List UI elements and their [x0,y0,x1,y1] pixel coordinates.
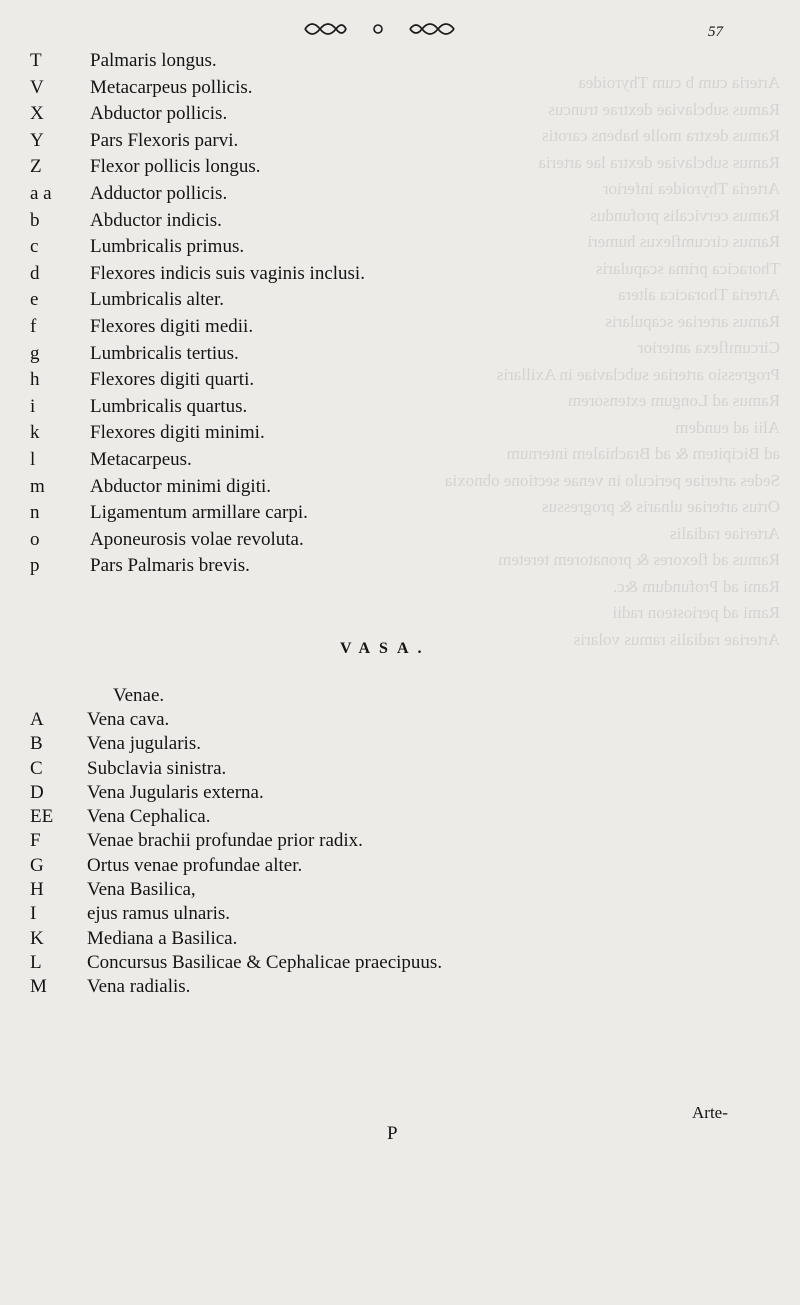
legend-key: g [30,342,40,364]
legend-label: Palmaris longus. [90,50,217,71]
vein-legend [30,708,630,1000]
legend-label: Adductor pollicis. [90,182,228,204]
legend-key: i [30,395,36,417]
legend-entry [30,314,590,341]
legend-entry [30,394,590,421]
legend-entry [30,101,590,128]
legend-entry [30,975,630,999]
legend-entry [30,154,590,181]
legend-label: Vena Basilica, [87,879,196,901]
legend-key: k [30,422,40,444]
legend-label: Pars Flexoris parvi. [90,129,239,151]
legend-key: V [30,76,44,98]
legend-label: Vena Cephalica. [87,806,211,828]
legend-entry [30,75,590,102]
legend-key: D [30,781,44,803]
legend-label: Lumbricalis tertius. [90,342,239,364]
legend-label: Vena Jugularis externa. [87,781,264,803]
legend-entry [30,420,590,447]
legend-label: Abductor minimi digiti. [90,475,272,497]
legend-label: Metacarpeus pollicis. [90,76,253,98]
legend-entry [30,234,590,261]
legend-key: G [30,854,44,876]
legend-entry [30,854,630,878]
legend-key: C [30,757,43,779]
legend-entry [30,261,590,288]
legend-entry [30,500,590,527]
section-title: VASA. [340,640,431,657]
legend-entry [30,927,630,951]
legend-entry [30,128,590,155]
legend-entry [30,48,590,75]
page-number: 57 [708,24,723,40]
legend-label: Aponeurosis volae revoluta. [90,528,304,550]
legend-entry [30,732,630,756]
legend-label: Abductor indicis. [90,209,222,231]
legend-entry [30,829,630,853]
legend-entry [30,208,590,235]
legend-label: Ortus venae profundae alter. [87,854,303,876]
legend-key: H [30,879,44,901]
legend-key: B [30,733,43,755]
legend-entry [30,474,590,501]
catchword: Arte- [692,1103,728,1122]
legend-label: Flexor pollicis longus. [90,156,261,178]
legend-entry [30,708,630,732]
legend-key: b [30,209,40,231]
legend-entry [30,181,590,208]
show-through-text: Arteria cum b cum Thyroidea Ramus subclaviae dextrae truncus Ramus dextra molle habens carotis Ramus subclaviae dextra lae arteria Arteria Thyroidea inferior Ramus cervicalis profundus Ramus circumflexus humeri Thoracica prima scapularis Arteria Thoracica altera Ramus arteriae scapularis Circumflexa anterior Progressio arteriae subclaviae in Axillaris Ramus ad Longum extensorem Alii ad eundem ad Bicipitem & ad Brachialem internum Sedes arteriae periculo in venae sectione obnoxia Ortus arteriae ulnaris & progressus Arteriae radialis Ramus ad flexores & pronatorem teretem Rami ad Profundum &c. Rami ad periosteon radii Arteriae radialis ramus volaris [444,73,780,649]
legend-label: Flexores digiti medii. [90,315,254,337]
legend-key: n [30,502,40,524]
legend-key: EE [30,806,54,828]
muscle-legend [30,48,590,580]
legend-label: Vena radialis. [87,976,191,998]
legend-key: T [30,50,42,71]
legend-label: Lumbricalis primus. [90,236,245,258]
legend-entry [30,447,590,474]
legend-entry [30,805,630,829]
legend-entry [30,527,590,554]
legend-label: Mediana a Basilica. [87,927,238,949]
legend-entry [30,781,630,805]
legend-label: Ligamentum armillare carpi. [90,502,308,524]
legend-label: ejus ramus ulnaris. [87,903,231,925]
legend-key: d [30,262,40,284]
legend-label: Vena jugularis. [87,733,201,755]
legend-key: c [30,236,39,258]
signature-mark: P [387,1123,398,1144]
legend-label: Venae brachii profundae prior radix. [87,830,363,852]
legend-label: Flexores digiti minimi. [90,422,265,444]
legend-key: K [30,927,44,949]
venae-subheading: Venae. [113,685,165,706]
legend-label: Lumbricalis alter. [90,289,225,311]
legend-key: h [30,369,40,391]
legend-key: A [30,709,44,730]
legend-key: F [30,830,41,852]
legend-key: l [30,448,36,470]
legend-key: o [30,528,40,550]
legend-entry [30,902,630,926]
legend-key: I [30,903,37,925]
legend-label: Abductor pollicis. [90,103,228,125]
legend-entry [30,367,590,394]
head-ornament [300,17,460,41]
legend-entry [30,878,630,902]
legend-key: Z [30,156,42,178]
legend-label: Metacarpeus. [90,448,192,470]
legend-key: e [30,289,39,311]
legend-label: Lumbricalis quartus. [90,395,248,417]
legend-label: Flexores indicis suis vaginis inclusi. [90,262,365,284]
legend-key: p [30,555,40,577]
legend-key: Y [30,129,44,151]
legend-label: Flexores digiti quarti. [90,369,255,391]
legend-key: L [30,951,42,973]
legend-key: f [30,315,37,337]
legend-key: m [30,475,45,497]
legend-entry [30,287,590,314]
legend-entry [30,553,590,580]
legend-key: a a [30,182,52,204]
legend-label: Subclavia sinistra. [87,757,227,779]
legend-entry [30,341,590,368]
legend-label: Concursus Basilicae & Cephalicae praecipuus. [87,951,443,973]
legend-label: Vena cava. [87,709,170,730]
legend-key: M [30,976,47,998]
legend-label: Pars Palmaris brevis. [90,555,250,577]
legend-entry [30,757,630,781]
legend-key: X [30,103,44,125]
legend-entry [30,951,630,975]
